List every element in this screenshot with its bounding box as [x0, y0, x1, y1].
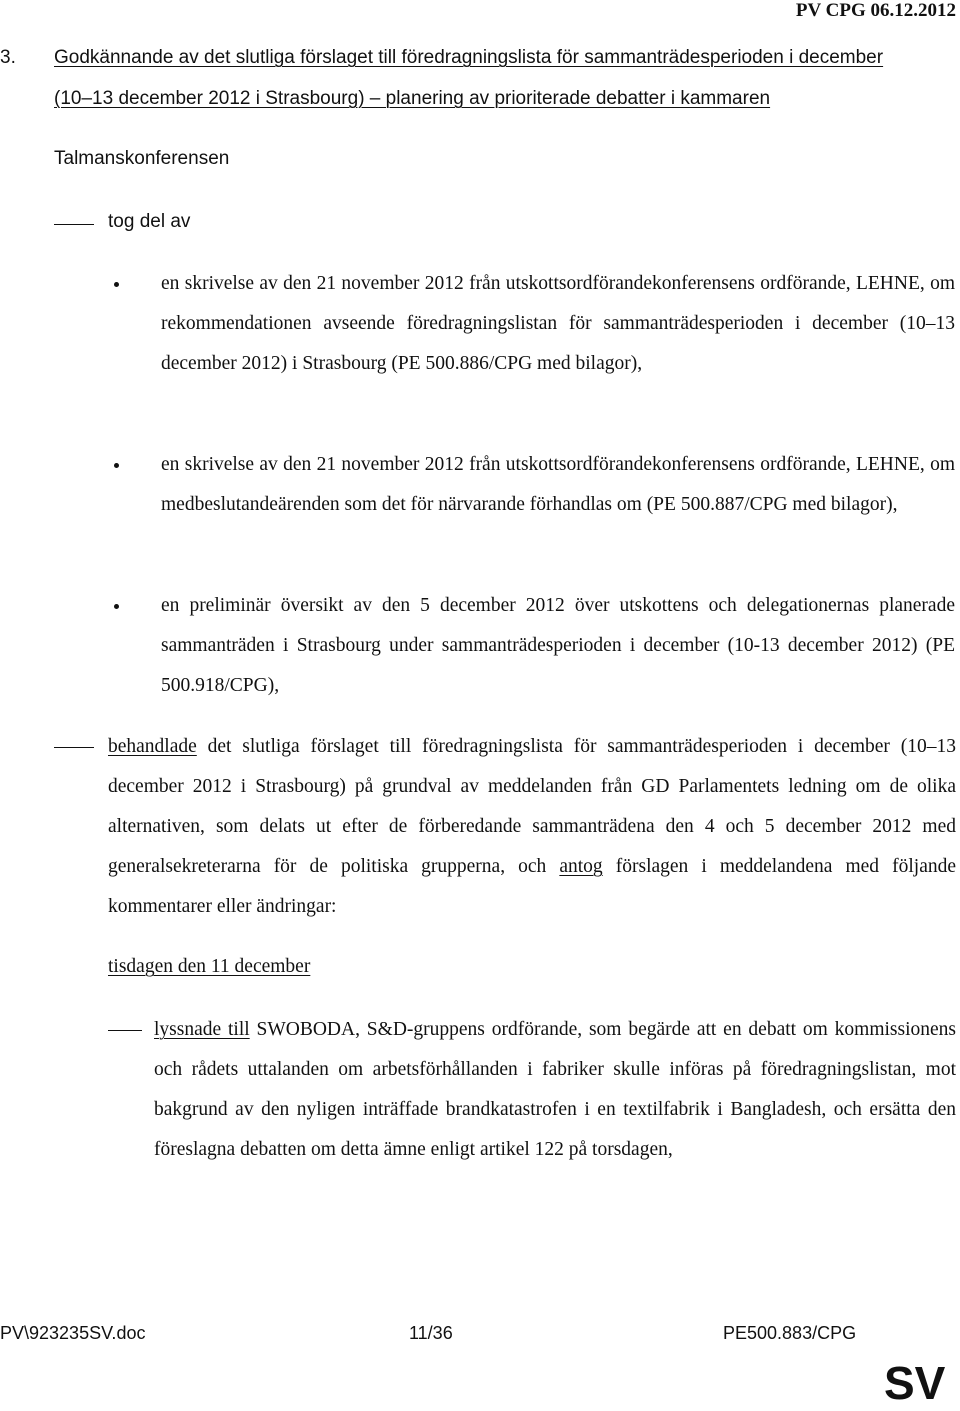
sub-item-verb: lyssnade till [154, 1019, 250, 1040]
footer-document-ref: PE500.883/CPG [723, 1323, 857, 1343]
item-title-line-2: (10–13 december 2012 i Strasbourg) – planering av prioriterade debatter i kammaren [54, 88, 771, 109]
day-heading: tisdagen den 11 december [108, 956, 311, 977]
took-note-label: tog del av [108, 211, 191, 232]
dash-marker [54, 747, 94, 748]
sub-item-text: SWOBODA, S&D-gruppens ordförande, som begärde att en debatt om kommissionens och rådets uttalanden om arbetsförhållanden i fabriker skulle införas på föredragningslistan, mot bakgrund av den nyligen inträffade brandkatastrofen i en textilfabrik i Bangladesh, och ersätta den föreslagna debatten om detta ämne enligt artikel 122 på torsdagen, [154, 1019, 957, 1160]
bullet-item-3: en preliminär översikt av den 5 december 2012 över utskottens och delegationernas planerade sammanträden i Strasbourg under sammanträdesperioden i december (10-13 december 2012) (PE 500.918/CPG), [161, 595, 955, 696]
decision-text-a: det slutliga förslaget till föredragningslista för sammanträdesperioden i december (10–13 december 2012 i Strasbourg) på grundval av meddelanden från GD Parlamentets ledning om de olika alternativen, som delats ut efter de förberedande sammanträdena den 4 och 5 december 2012 med generalsekreterarna för de politiska grupperna, och [108, 736, 956, 877]
bullet-icon [114, 282, 119, 287]
bullet-item-2: en skrivelse av den 21 november 2012 från utskottsordförandekonferensens ordförande, LEHNE, om medbeslutandeärenden som det för närvarande förhandlas om (PE 500.887/CPG med bilagor), [161, 454, 955, 515]
bullet-item-1: en skrivelse av den 21 november 2012 från utskottsordförandekonferensens ordförande, LEHNE, om rekommendationen avseende föredragningslistan för sammanträdesperioden i december (10–13 december 2012) i Strasbourg (PE 500.886/CPG med bilagor), [161, 273, 955, 374]
bullet-icon [114, 463, 119, 468]
bullet-icon [114, 604, 119, 609]
dash-marker [54, 224, 94, 225]
decision-text-b: förslagen i meddelandena med följande kommentarer eller ändringar: [108, 856, 957, 917]
footer-filename: PV\923235SV.doc [0, 1323, 146, 1343]
decision-verb-2: antog [559, 856, 603, 877]
item-title-line-1: Godkännande av det slutliga förslaget till föredragningslista för sammanträdesperioden i december [54, 47, 884, 68]
footer-page-number: 11/36 [409, 1323, 453, 1343]
item-number: 3. [0, 47, 16, 68]
decision-paragraph [108, 727, 956, 927]
body-label: Talmanskonferensen [54, 148, 230, 169]
decision-verb: behandlade [108, 736, 197, 757]
language-code: SV [884, 1357, 946, 1409]
sub-item-paragraph [154, 1010, 956, 1170]
dash-marker [108, 1030, 142, 1031]
document-reference-header: PV CPG 06.12.2012 [795, 0, 956, 21]
